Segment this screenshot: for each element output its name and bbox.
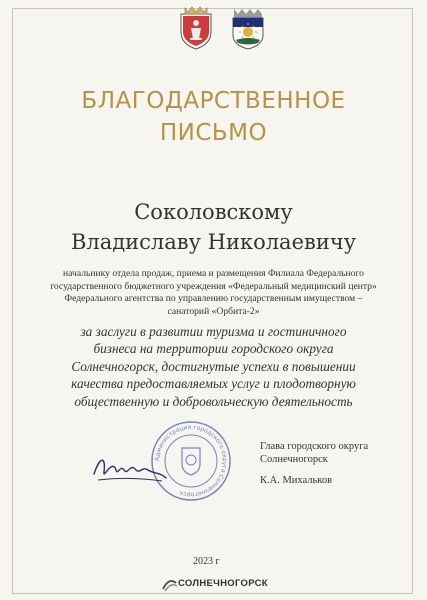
handwritten-signature [90,450,170,486]
award-reason [20,323,407,410]
city-logo-text: СОЛНЕЧНОГОРСК [178,578,268,589]
reason-line: Солнечногорск, достигнутые успехи в повышении [71,358,356,374]
reason-line: качества предоставляемых услуг и плодотворную [71,376,356,392]
reason-line: за заслуги в развитии туризма и гостиничного [80,324,347,339]
signer-title-line: Глава городского округа [260,441,369,452]
letter-year: 2023 г [193,556,220,567]
letter-title-line-1: БЛАГОДАРСТВЕННОЕ [81,88,346,114]
reason-line: общественную и добровольческую деятельность [74,393,353,409]
svg-text:Администрация городского округ: Администрация городского округа Солнечногорск [153,423,229,499]
letter-title-line-2: ПИСЬМО [159,120,268,146]
signer-title-line: Солнечногорск [260,454,328,465]
recipient-given-names: Владиславу Николаевичу [70,230,357,254]
position-line: Федерального агентства по управлению государственным имуществом – [64,293,363,304]
emblems-row [0,6,427,52]
reason-line: бизнеса на территории городского округа [93,341,334,357]
coat-of-arms-solnechnogorsk-icon [230,6,266,50]
coat-of-arms-moscow-region-icon [177,6,215,50]
signer-name: К.А. Михальков [260,475,333,486]
position-line: государственного бюджетного учреждения «Федеральный медицинский центр» [50,280,377,292]
recipient-surname: Соколовскому [134,200,293,224]
position-line: санаторий «Орбита-2» [167,305,260,317]
signer-title [260,440,368,466]
recipient-position [50,268,377,318]
position-line: начальнику отдела продаж, приема и размещения Филиала Федерального [63,268,364,279]
